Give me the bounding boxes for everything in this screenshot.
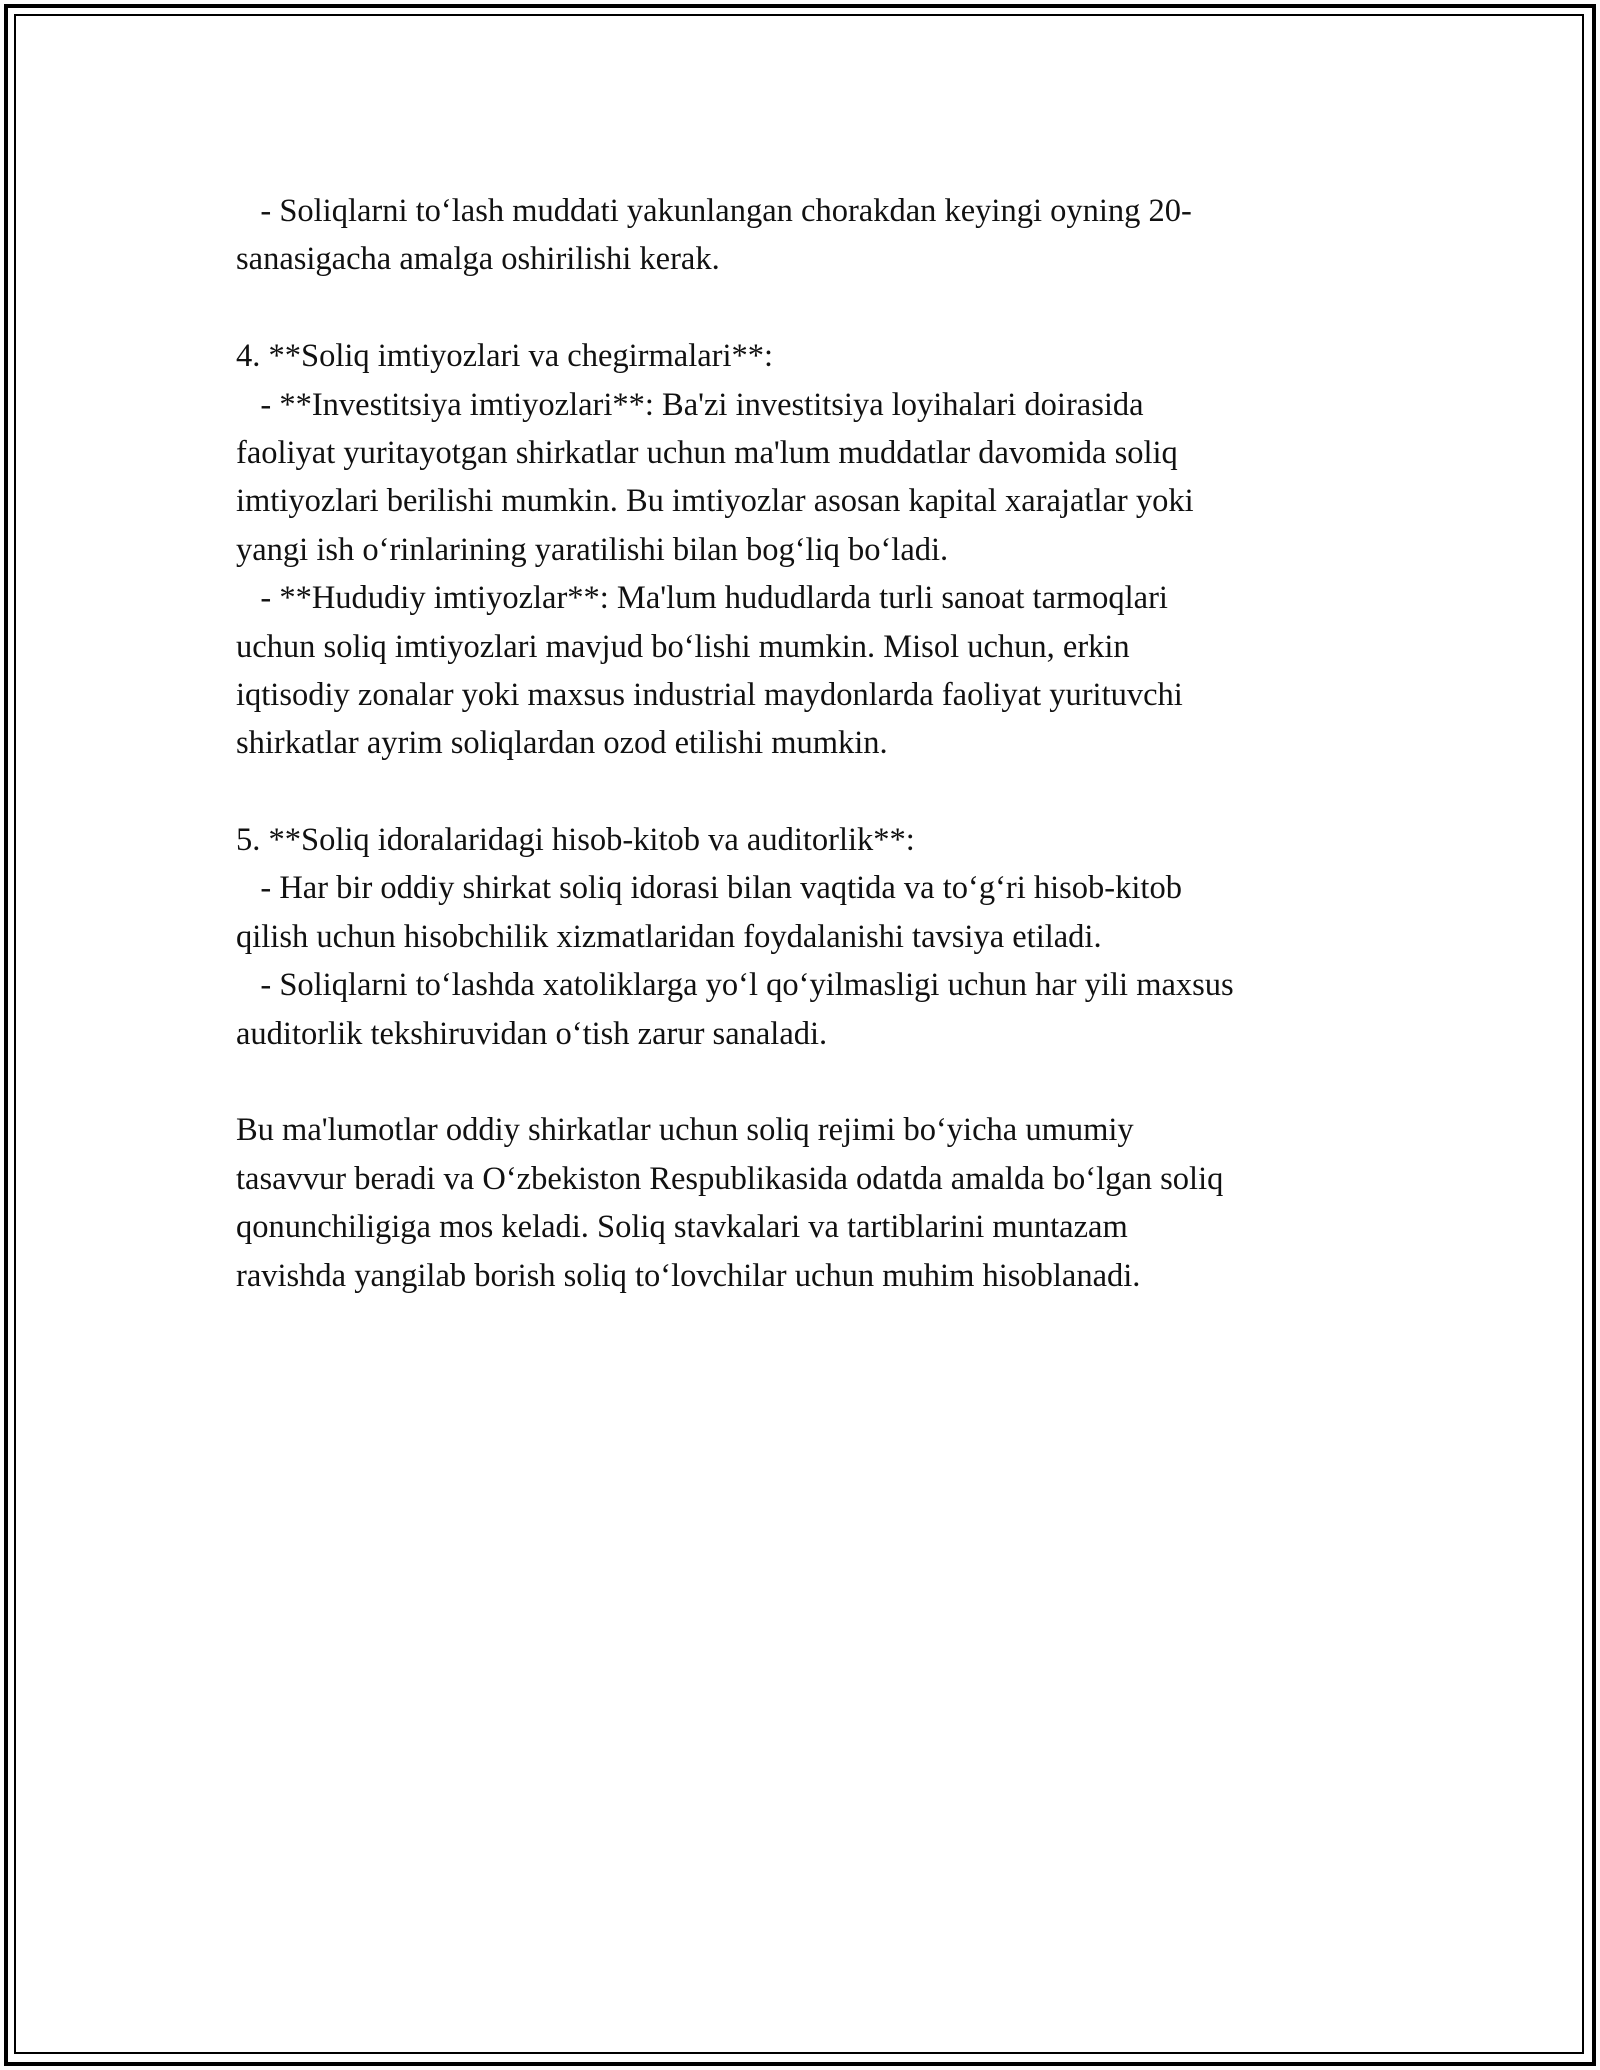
conclusion-line: ravishda yangilab borish soliq to‘lovchilar uchun muhim hisoblanadi. <box>236 1257 1141 1294</box>
paragraph-gap <box>236 768 1396 816</box>
conclusion-line: qonunchiligiga mos keladi. Soliq stavkalari va tartiblarini muntazam <box>236 1209 1128 1246</box>
text-line: sanasigacha amalga oshirilishi kerak. <box>236 241 720 278</box>
text-line: shirkatlar ayrim soliqlardan ozod etilishi mumkin. <box>236 725 888 762</box>
section-heading-4: 4. **Soliq imtiyozlari va chegirmalari**: <box>236 338 774 375</box>
text-line: - **Investitsiya imtiyozlari**: Ba'zi investitsiya loyihalari doirasida <box>236 386 1144 423</box>
text-line: imtiyozlari berilishi mumkin. Bu imtiyozlar asosan kapital xarajatlar yoki <box>236 483 1194 520</box>
text-line: - Soliqlarni to‘lashda xatoliklarga yo‘l qo‘yilmasligi uchun har yili maxsus <box>236 967 1234 1004</box>
text-line: - Har bir oddiy shirkat soliq idorasi bilan vaqtida va to‘g‘ri hisob-kitob <box>236 870 1182 907</box>
paragraph-gap <box>236 1058 1396 1106</box>
text-line: iqtisodiy zonalar yoki maxsus industrial maydonlarda faoliyat yurituvchi <box>236 676 1183 713</box>
paragraph-gap <box>236 284 1396 332</box>
text-line: yangi ish o‘rinlarining yaratilishi bilan bog‘liq bo‘ladi. <box>236 531 949 568</box>
text-line: uchun soliq imtiyozlari mavjud bo‘lishi mumkin. Misol uchun, erkin <box>236 628 1130 665</box>
text-line: - Soliqlarni to‘lash muddati yakunlangan chorakdan keyingi oyning 20- <box>236 193 1192 229</box>
conclusion-line: Bu ma'lumotlar oddiy shirkatlar uchun soliq rejimi bo‘yicha umumiy <box>236 1112 1134 1149</box>
document-body <box>236 187 1396 1300</box>
text-line: qilish uchun hisobchilik xizmatlaridan foydalanishi tavsiya etiladi. <box>236 918 1102 955</box>
conclusion-line: tasavvur beradi va O‘zbekiston Respublikasida odatda amalda bo‘lgan soliq <box>236 1160 1224 1197</box>
text-line: auditorlik tekshiruvidan o‘tish zarur sanaladi. <box>236 1015 828 1052</box>
text-line: faoliyat yuritayotgan shirkatlar uchun ma'lum muddatlar davomida soliq <box>236 434 1178 471</box>
section-heading-5: 5. **Soliq idoralaridagi hisob-kitob va auditorlik**: <box>236 822 915 859</box>
text-line: - **Hududiy imtiyozlar**: Ma'lum hududlarda turli sanoat tarmoqlari <box>236 580 1168 617</box>
